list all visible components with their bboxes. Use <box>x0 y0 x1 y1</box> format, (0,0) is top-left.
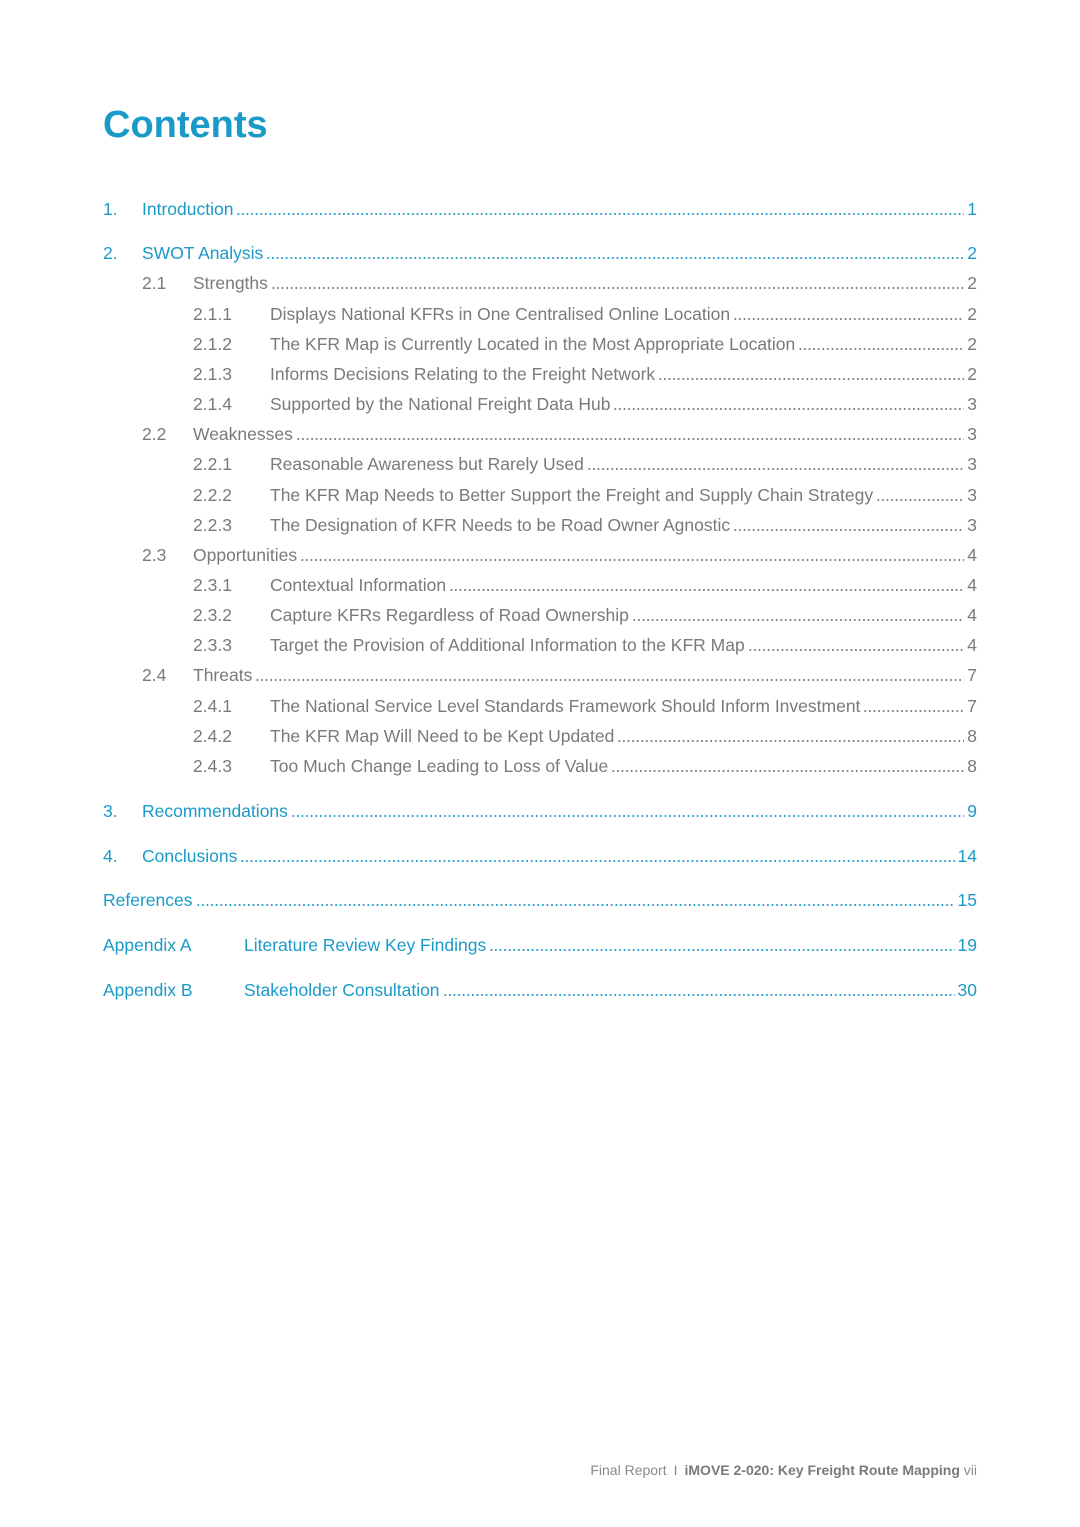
toc-entry[interactable] <box>103 630 977 656</box>
toc-dot-leader <box>291 815 964 817</box>
toc-entry-page[interactable]: 4 <box>967 605 977 625</box>
toc-dot-leader <box>748 649 965 651</box>
toc-entry-title[interactable]: Target the Provision of Additional Information to the KFR Map <box>270 635 745 655</box>
toc-dot-leader <box>240 860 954 862</box>
toc-entry[interactable] <box>103 841 977 867</box>
toc-entry[interactable] <box>103 268 977 294</box>
page-title: Contents <box>103 104 268 146</box>
toc-entry-title[interactable]: SWOT Analysis <box>142 243 264 263</box>
toc-entry[interactable] <box>103 389 977 415</box>
toc-entry[interactable] <box>103 510 977 536</box>
toc-dot-leader <box>587 468 964 470</box>
toc-dot-leader <box>798 348 964 350</box>
toc-entry[interactable] <box>103 796 977 822</box>
toc-entry-page[interactable]: 3 <box>967 454 977 474</box>
toc-entry-title[interactable]: Conclusions <box>142 846 238 866</box>
toc-entry-page[interactable]: 4 <box>967 575 977 595</box>
toc-entry[interactable] <box>103 238 977 264</box>
toc-dot-leader <box>611 770 964 772</box>
toc-entry-page[interactable]: 2 <box>967 364 977 384</box>
toc-entry-page[interactable]: 2 <box>967 304 977 324</box>
toc-entry-title[interactable]: Contextual Information <box>270 575 447 595</box>
toc-entry-number: 2.2.2 <box>193 485 232 505</box>
toc-entry-page[interactable]: 1 <box>967 199 977 219</box>
toc-entry[interactable] <box>103 299 977 325</box>
toc-entry-title[interactable]: Threats <box>193 665 253 685</box>
toc-entry-title[interactable]: Supported by the National Freight Data Hub <box>270 394 611 414</box>
toc-entry[interactable] <box>103 570 977 596</box>
toc-entry-title[interactable]: The KFR Map Will Need to be Kept Updated <box>270 726 615 746</box>
toc-entry-number: 2.3 <box>142 545 167 565</box>
footer-separator: I <box>673 1462 678 1478</box>
toc-entry-page[interactable]: 4 <box>967 545 977 565</box>
toc-entry-page[interactable]: 14 <box>957 846 977 866</box>
toc-entry-number: 2.4.1 <box>193 696 232 716</box>
toc-entry-page[interactable]: 15 <box>957 890 977 910</box>
toc-entry-page[interactable]: 7 <box>967 665 977 685</box>
footer-page-number: vii <box>963 1462 977 1478</box>
toc-entry-number: Appendix A <box>103 935 192 955</box>
toc-entry[interactable] <box>103 975 977 1001</box>
toc-dot-leader <box>300 559 964 561</box>
toc-entry-title[interactable]: Reasonable Awareness but Rarely Used <box>270 454 584 474</box>
toc-entry[interactable] <box>103 480 977 506</box>
toc-dot-leader <box>733 529 964 531</box>
toc-entry-page[interactable]: 7 <box>967 696 977 716</box>
toc-entry-number: 3. <box>103 801 118 821</box>
toc-dot-leader <box>255 679 964 681</box>
toc-entry-page[interactable]: 3 <box>967 515 977 535</box>
table-of-contents <box>103 0 977 1100</box>
toc-entry-page[interactable]: 3 <box>967 424 977 444</box>
toc-entry-page[interactable]: 3 <box>967 394 977 414</box>
toc-entry-number: 2.1.1 <box>193 304 232 324</box>
toc-entry-title[interactable]: Recommendations <box>142 801 288 821</box>
toc-dot-leader <box>617 740 964 742</box>
toc-entry[interactable] <box>103 660 977 686</box>
toc-entry-page[interactable]: 2 <box>967 243 977 263</box>
toc-dot-leader <box>449 589 964 591</box>
toc-entry-title[interactable]: Informs Decisions Relating to the Freight Network <box>270 364 656 384</box>
toc-entry-page[interactable]: 8 <box>967 726 977 746</box>
toc-entry-title[interactable]: The Designation of KFR Needs to be Road Owner Agnostic <box>270 515 731 535</box>
toc-entry[interactable] <box>103 691 977 717</box>
toc-entry-number: 2. <box>103 243 118 263</box>
toc-entry-title[interactable]: Stakeholder Consultation <box>244 980 440 1000</box>
toc-entry-title[interactable]: Weaknesses <box>193 424 293 444</box>
toc-entry-page[interactable]: 19 <box>957 935 977 955</box>
toc-dot-leader <box>632 619 964 621</box>
toc-entry-number: 2.4.2 <box>193 726 232 746</box>
toc-entry[interactable] <box>103 419 977 445</box>
toc-dot-leader <box>658 378 964 380</box>
toc-entry-number: 2.1.3 <box>193 364 232 384</box>
toc-dot-leader <box>733 318 964 320</box>
toc-entry-title[interactable]: References <box>103 890 193 910</box>
footer-report-label: Final Report <box>590 1462 667 1478</box>
toc-entry[interactable] <box>103 751 977 777</box>
toc-entry-title[interactable]: Opportunities <box>193 545 298 565</box>
toc-dot-leader <box>271 287 964 289</box>
toc-entry-number: 2.3.3 <box>193 635 232 655</box>
toc-entry[interactable] <box>103 359 977 385</box>
toc-entry-title[interactable]: The KFR Map Needs to Better Support the Freight and Supply Chain Strategy <box>270 485 874 505</box>
toc-entry-title[interactable]: The National Service Level Standards Framework Should Inform Investment <box>270 696 861 716</box>
toc-dot-leader <box>863 710 964 712</box>
toc-entry-page[interactable]: 3 <box>967 485 977 505</box>
toc-entry-number: 4. <box>103 846 118 866</box>
toc-dot-leader <box>489 949 954 951</box>
toc-entry[interactable] <box>103 600 977 626</box>
toc-entry-number: 2.1.2 <box>193 334 232 354</box>
toc-dot-leader <box>443 994 955 996</box>
toc-entry-number: 2.3.1 <box>193 575 232 595</box>
toc-entry[interactable] <box>103 885 977 911</box>
toc-entry-title[interactable]: The KFR Map is Currently Located in the Most Appropriate Location <box>270 334 796 354</box>
toc-entry-title[interactable]: Literature Review Key Findings <box>244 935 487 955</box>
toc-entry-number: 2.2.3 <box>193 515 232 535</box>
toc-entry-page[interactable]: 8 <box>967 756 977 776</box>
toc-entry-number: Appendix B <box>103 980 193 1000</box>
toc-entry-title[interactable]: Too Much Change Leading to Loss of Value <box>270 756 609 776</box>
toc-entry-number: 2.2 <box>142 424 167 444</box>
toc-entry[interactable] <box>103 449 977 475</box>
toc-entry-number: 2.3.2 <box>193 605 232 625</box>
toc-entry[interactable] <box>103 930 977 956</box>
toc-dot-leader <box>613 408 964 410</box>
toc-entry[interactable] <box>103 540 977 566</box>
toc-entry-number: 2.2.1 <box>193 454 232 474</box>
toc-dot-leader <box>196 904 955 906</box>
toc-dot-leader <box>876 499 964 501</box>
toc-entry[interactable] <box>103 194 977 220</box>
toc-dot-leader <box>236 213 964 215</box>
toc-dot-leader <box>296 438 964 440</box>
toc-entry-page[interactable]: 9 <box>967 801 977 821</box>
footer-project-title: iMOVE 2-020: Key Freight Route Mapping <box>684 1462 960 1478</box>
toc-entry[interactable] <box>103 329 977 355</box>
toc-entry-number: 1. <box>103 199 118 219</box>
toc-entry-page[interactable]: 30 <box>957 980 977 1000</box>
toc-dot-leader <box>266 257 964 259</box>
toc-entry-title[interactable]: Introduction <box>142 199 234 219</box>
toc-entry-number: 2.1.4 <box>193 394 232 414</box>
page-footer <box>590 1460 977 1480</box>
toc-entry-page[interactable]: 4 <box>967 635 977 655</box>
toc-entry[interactable] <box>103 721 977 747</box>
toc-entry-number: 2.1 <box>142 273 167 293</box>
toc-entry-title[interactable]: Capture KFRs Regardless of Road Ownership <box>270 605 629 625</box>
toc-entry-title[interactable]: Displays National KFRs in One Centralised Online Location <box>270 304 731 324</box>
toc-entry-page[interactable]: 2 <box>967 273 977 293</box>
toc-entry-title[interactable]: Strengths <box>193 273 268 293</box>
toc-entry-number: 2.4.3 <box>193 756 232 776</box>
toc-entry-page[interactable]: 2 <box>967 334 977 354</box>
toc-entry-number: 2.4 <box>142 665 167 685</box>
